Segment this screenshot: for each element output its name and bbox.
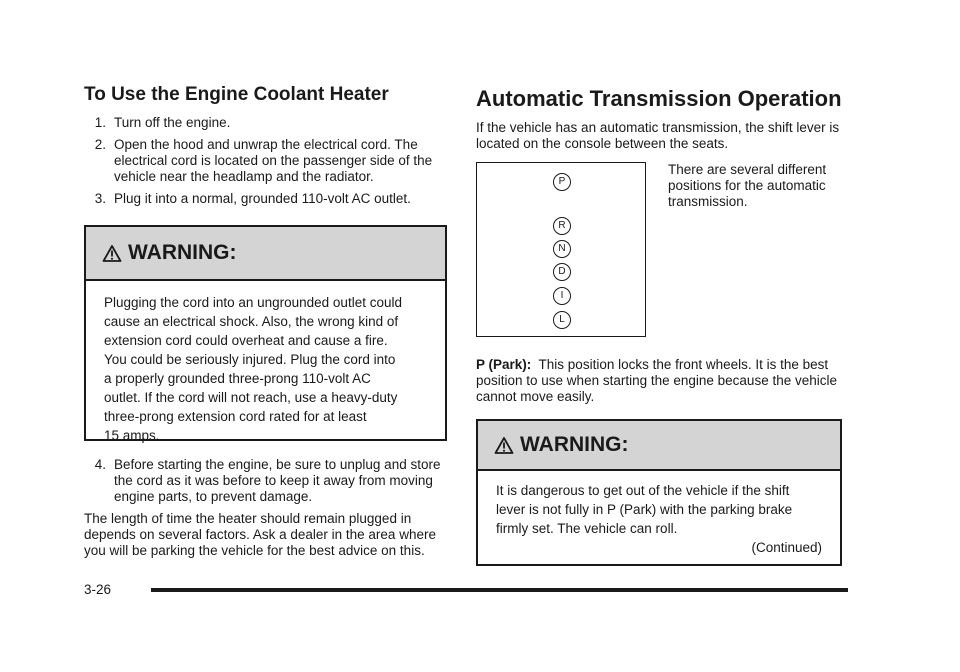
list-item: 1. Turn off the engine. xyxy=(94,115,231,130)
footer-rule xyxy=(151,588,848,592)
paragraph-intro: If the vehicle has an automatic transmission, the shift lever is located on the console between the seats. xyxy=(476,120,840,151)
warning-box-coolant xyxy=(84,225,447,441)
warning-box-park xyxy=(476,419,842,566)
section-heading-coolant-heater: To Use the Engine Coolant Heater xyxy=(84,84,389,105)
shift-side-text: There are several different positions for the automatic transmission. xyxy=(668,162,827,209)
steps-list xyxy=(84,115,447,207)
warning-title: WARNING: xyxy=(128,241,237,264)
shift-pattern-diagram xyxy=(476,162,646,337)
page-number: 3-26 xyxy=(84,582,112,597)
steps-list-continued xyxy=(84,457,447,505)
list-item: 4. Before starting the engine, be sure to unplug and store the cord as it was before to keep it away from moving engine parts, to prevent damage. xyxy=(94,457,441,504)
warning-header xyxy=(86,227,445,281)
gear-n-icon: N xyxy=(553,240,571,258)
warning-body: It is dangerous to get out of the vehicle if the shift lever is not fully in P (Park) with the parking brake firmly set. The vehicle can roll. (Continued) xyxy=(496,483,822,555)
gear-i-icon: I xyxy=(553,287,571,305)
left-column xyxy=(84,84,447,559)
shift-figure-row xyxy=(476,162,842,337)
paragraph-closing: The length of time the heater should remain plugged in depends on several factors. Ask a dealer in the area where you will be parking the vehicle for the best advice on this. xyxy=(84,511,436,558)
list-item: 2. Open the hood and unwrap the electrical cord. The electrical cord is located on the passenger side of the vehicle near the headlamp and the radiator. xyxy=(94,137,433,184)
warning-title: WARNING: xyxy=(520,433,629,456)
warning-triangle-icon xyxy=(102,244,122,263)
warning-header xyxy=(478,421,840,471)
right-column xyxy=(476,84,842,566)
gear-r-icon: R xyxy=(553,217,571,235)
warning-triangle-icon xyxy=(494,436,514,455)
continued-note: (Continued) xyxy=(751,540,822,555)
paragraph-park: P (Park): This position locks the front wheels. It is the best position to use when starting the engine because the vehicle cannot move easily. xyxy=(476,357,837,404)
list-item: 3. Plug it into a normal, grounded 110-volt AC outlet. xyxy=(94,191,411,206)
section-heading-transmission: Automatic Transmission Operation xyxy=(476,86,842,111)
gear-l-icon: L xyxy=(553,311,571,329)
gear-d-icon: D xyxy=(553,263,571,281)
park-label: P (Park): xyxy=(476,357,532,372)
gear-p-icon: P xyxy=(553,173,571,191)
warning-body: Plugging the cord into an ungrounded outlet could cause an electrical shock. Also, the wrong kind of extension cord could overheat and cause a fire. You could be seriously injured. Plug the cord into a properly grounded three-prong 110-volt AC outlet. If the cord will not reach, use a heavy-duty three-prong extension cord rated for at least 15 amps. xyxy=(104,295,402,443)
